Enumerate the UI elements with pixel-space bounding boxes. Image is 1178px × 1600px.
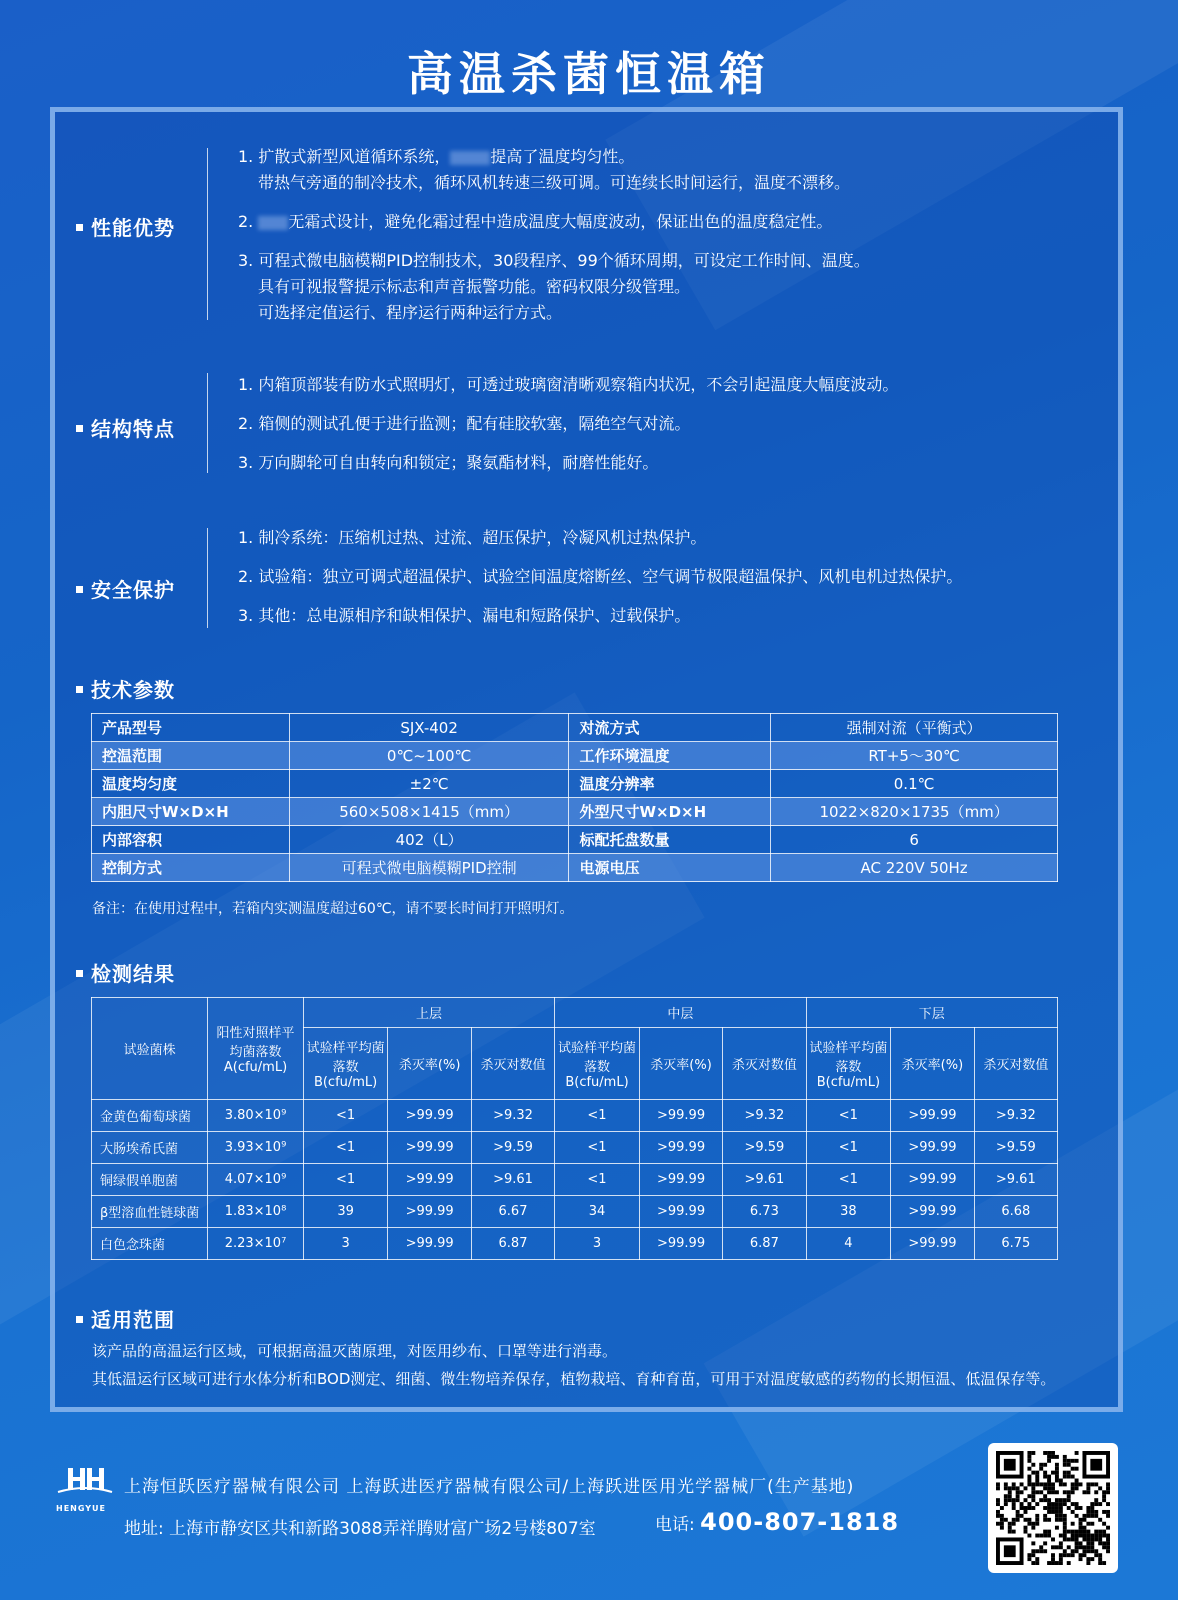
company-address: 地址: 上海市静安区共和新路3088弄祥腾财富广场2号楼807室 — [124, 1519, 596, 1539]
result-cell: >99.99 — [639, 1196, 722, 1228]
head-strain: 试验菌株 — [92, 998, 208, 1100]
result-cell: <1 — [806, 1164, 891, 1196]
result-cell: 6.73 — [723, 1196, 806, 1228]
tech-param-value: AC 220V 50Hz — [771, 854, 1058, 882]
sub-head: 杀灭率(%) — [388, 1028, 471, 1100]
result-cell: >9.61 — [723, 1164, 806, 1196]
table-row — [92, 1100, 1058, 1132]
tech-row — [92, 826, 1058, 854]
tech-param-value: 0.1℃ — [771, 770, 1058, 798]
tech-param-name: 标配托盘数量 — [569, 826, 771, 854]
tech-param-name: 产品型号 — [92, 714, 290, 742]
result-cell: >99.99 — [388, 1196, 471, 1228]
bullet-square-icon — [76, 224, 83, 231]
performance-item-1: 1. 扩散式新型风道循环系统， 提高了温度均匀性。 带热气旁通的制冷技术，循环风机转速三级可调。可连续长时间运行，温度不漂移。 — [238, 147, 851, 192]
divider-line — [207, 373, 208, 473]
tech-param-value: 560×508×1415（mm） — [289, 798, 569, 826]
tech-row — [92, 854, 1058, 882]
logo-text: HENGYUE — [56, 1504, 106, 1513]
strain-name: 金黄色葡萄球菌 — [92, 1100, 208, 1132]
result-cell: <1 — [303, 1132, 388, 1164]
result-cell: >99.99 — [891, 1132, 974, 1164]
tech-param-name: 电源电压 — [569, 854, 771, 882]
result-cell: >99.99 — [891, 1228, 974, 1260]
result-cell: >99.99 — [891, 1164, 974, 1196]
table-row — [92, 1164, 1058, 1196]
tech-params-table — [91, 713, 1058, 882]
safety-item-2: 2. 试验箱：独立可调式超温保护、试验空间温度熔断丝、空气调节极限超温保护、风机电机过热保护。 — [238, 567, 963, 586]
sub-head: 杀灭对数值 — [471, 1028, 554, 1100]
structure-item-1: 1. 内箱顶部装有防水式照明灯，可透过玻璃窗清晰观察箱内状况，不会引起温度大幅度波动。 — [238, 375, 899, 394]
tech-param-value: RT+5～30℃ — [771, 742, 1058, 770]
tech-param-value: 402（L） — [289, 826, 569, 854]
result-cell: <1 — [555, 1164, 640, 1196]
table-row — [92, 1228, 1058, 1260]
result-cell: >99.99 — [388, 1228, 471, 1260]
result-cell: >9.61 — [471, 1164, 554, 1196]
bullet-square-icon — [76, 970, 83, 977]
head-layer-middle: 中层 — [555, 998, 806, 1028]
sub-head: 试验样平均菌落数B(cfu/mL) — [555, 1028, 640, 1100]
result-cell: 4 — [806, 1228, 891, 1260]
result-cell: >99.99 — [388, 1164, 471, 1196]
tech-param-name: 内胆尺寸W×D×H — [92, 798, 290, 826]
result-cell: 3 — [303, 1228, 388, 1260]
tech-param-value: SJX-402 — [289, 714, 569, 742]
section-results-label: 检测结果 — [76, 958, 175, 987]
result-cell: >99.99 — [639, 1132, 722, 1164]
result-cell: 3 — [555, 1228, 640, 1260]
result-cell: >9.61 — [974, 1164, 1057, 1196]
divider-line — [207, 148, 208, 320]
bullet-square-icon — [76, 425, 83, 432]
bullet-square-icon — [76, 686, 83, 693]
result-cell: >99.99 — [639, 1164, 722, 1196]
tech-param-name: 工作环境温度 — [569, 742, 771, 770]
redacted-mark — [258, 216, 288, 230]
result-cell: >99.99 — [891, 1196, 974, 1228]
result-cell: >9.59 — [974, 1132, 1057, 1164]
result-cell: >99.99 — [388, 1100, 471, 1132]
structure-item-2: 2. 箱侧的测试孔便于进行监测；配有硅胶软塞，隔绝空气对流。 — [238, 414, 691, 433]
result-cell: >9.32 — [723, 1100, 806, 1132]
strain-name: 大肠埃希氏菌 — [92, 1132, 208, 1164]
result-cell: 6.68 — [974, 1196, 1057, 1228]
sub-head: 杀灭对数值 — [723, 1028, 806, 1100]
result-cell: 3.80×10⁹ — [208, 1100, 303, 1132]
result-cell: 6.75 — [974, 1228, 1057, 1260]
tech-param-value: 强制对流（平衡式） — [771, 714, 1058, 742]
table-row — [92, 1196, 1058, 1228]
scope-line-1: 该产品的高温运行区域，可根据高温灭菌原理，对医用纱布、口罩等进行消毒。 — [92, 1342, 618, 1360]
safety-item-1: 1. 制冷系统：压缩机过热、过流、超压保护，冷凝风机过热保护。 — [238, 528, 707, 547]
table-row — [92, 1132, 1058, 1164]
head-layer-top: 上层 — [303, 998, 554, 1028]
performance-item-3: 3. 可程式微电脑模糊PID控制技术，30段程序、99个循环周期，可设定工作时间、温度。 具有可视报警提示标志和声音振警功能。密码权限分级管理。 可选择定值运行、程序运行两种运行方式。 — [238, 251, 870, 322]
tech-param-value: 1022×820×1735（mm） — [771, 798, 1058, 826]
result-cell: >99.99 — [891, 1100, 974, 1132]
head-layer-bottom: 下层 — [806, 998, 1057, 1028]
company-names: 上海恒跃医疗器械有限公司 上海跃进医疗器械有限公司/上海跃进医用光学器械厂(生产基地) — [124, 1477, 855, 1497]
result-cell: <1 — [303, 1164, 388, 1196]
tech-param-value: 6 — [771, 826, 1058, 854]
tech-param-name: 控温范围 — [92, 742, 290, 770]
result-cell: <1 — [806, 1100, 891, 1132]
sub-head: 杀灭对数值 — [974, 1028, 1057, 1100]
tech-param-value: ±2℃ — [289, 770, 569, 798]
tech-param-name: 温度均匀度 — [92, 770, 290, 798]
tech-param-name: 内部容积 — [92, 826, 290, 854]
section-scope-label: 适用范围 — [76, 1304, 175, 1333]
structure-item-3: 3. 万向脚轮可自由转向和锁定；聚氨酯材料，耐磨性能好。 — [238, 453, 659, 472]
bullet-square-icon — [76, 1316, 83, 1323]
qr-code[interactable] — [988, 1443, 1118, 1573]
section-performance-label: 性能优势 — [76, 212, 175, 241]
result-cell: 6.67 — [471, 1196, 554, 1228]
tech-param-name: 外型尺寸W×D×H — [569, 798, 771, 826]
result-cell: 38 — [806, 1196, 891, 1228]
strain-name: 白色念珠菌 — [92, 1228, 208, 1260]
tech-row — [92, 770, 1058, 798]
result-cell: >9.59 — [471, 1132, 554, 1164]
sub-head: 试验样平均菌落数B(cfu/mL) — [303, 1028, 388, 1100]
result-cell: >9.59 — [723, 1132, 806, 1164]
company-logo — [56, 1466, 114, 1513]
sub-head: 杀灭率(%) — [639, 1028, 722, 1100]
sub-head: 试验样平均菌落数B(cfu/mL) — [806, 1028, 891, 1100]
company-phone: 电话: 400-807-1818 — [655, 1508, 900, 1536]
performance-item-2: 2. 无霜式设计，避免化霜过程中造成温度大幅度波动，保证出色的温度稳定性。 — [238, 212, 833, 231]
result-cell: >99.99 — [639, 1228, 722, 1260]
qr-code-icon — [996, 1451, 1110, 1565]
tech-param-value: 0℃~100℃ — [289, 742, 569, 770]
section-safety-label: 安全保护 — [76, 574, 175, 603]
tech-row — [92, 798, 1058, 826]
tech-param-name: 对流方式 — [569, 714, 771, 742]
result-cell: 4.07×10⁹ — [208, 1164, 303, 1196]
tech-param-value: 可程式微电脑模糊PID控制 — [289, 854, 569, 882]
result-cell: 39 — [303, 1196, 388, 1228]
result-cell: <1 — [555, 1132, 640, 1164]
tech-param-name: 温度分辨率 — [569, 770, 771, 798]
redacted-mark — [450, 151, 490, 165]
result-cell: <1 — [555, 1100, 640, 1132]
strain-name: 铜绿假单胞菌 — [92, 1164, 208, 1196]
result-cell: 34 — [555, 1196, 640, 1228]
divider-line — [207, 528, 208, 628]
result-cell: 3.93×10⁹ — [208, 1132, 303, 1164]
result-cell: 1.83×10⁸ — [208, 1196, 303, 1228]
result-cell: >99.99 — [388, 1132, 471, 1164]
section-structure-label: 结构特点 — [76, 413, 175, 442]
strain-name: β型溶血性链球菌 — [92, 1196, 208, 1228]
bullet-square-icon — [76, 586, 83, 593]
tech-param-name: 控制方式 — [92, 854, 290, 882]
hengyue-logo-icon — [56, 1466, 114, 1502]
head-control: 阳性对照样平均菌落数A(cfu/mL) — [208, 998, 303, 1100]
result-cell: <1 — [303, 1100, 388, 1132]
sub-head: 杀灭率(%) — [891, 1028, 974, 1100]
result-cell: 6.87 — [471, 1228, 554, 1260]
result-cell: >9.32 — [471, 1100, 554, 1132]
result-cell: <1 — [806, 1132, 891, 1164]
section-tech-label: 技术参数 — [76, 674, 175, 703]
tech-note: 备注：在使用过程中，若箱内实测温度超过60℃，请不要长时间打开照明灯。 — [92, 901, 574, 917]
scope-line-2: 其低温运行区域可进行水体分析和BOD测定、细菌、微生物培养保存，植物栽培、育种育苗，可用于对温度敏感的药物的长期恒温、低温保存等。 — [92, 1370, 1056, 1388]
result-cell: 6.87 — [723, 1228, 806, 1260]
result-cell: >9.32 — [974, 1100, 1057, 1132]
tech-row — [92, 714, 1058, 742]
tech-row — [92, 742, 1058, 770]
page-title: 高温杀菌恒温箱 — [407, 47, 771, 101]
results-table — [91, 997, 1058, 1260]
result-cell: 2.23×10⁷ — [208, 1228, 303, 1260]
result-cell: >99.99 — [639, 1100, 722, 1132]
safety-item-3: 3. 其他：总电源相序和缺相保护、漏电和短路保护、过载保护。 — [238, 606, 691, 625]
